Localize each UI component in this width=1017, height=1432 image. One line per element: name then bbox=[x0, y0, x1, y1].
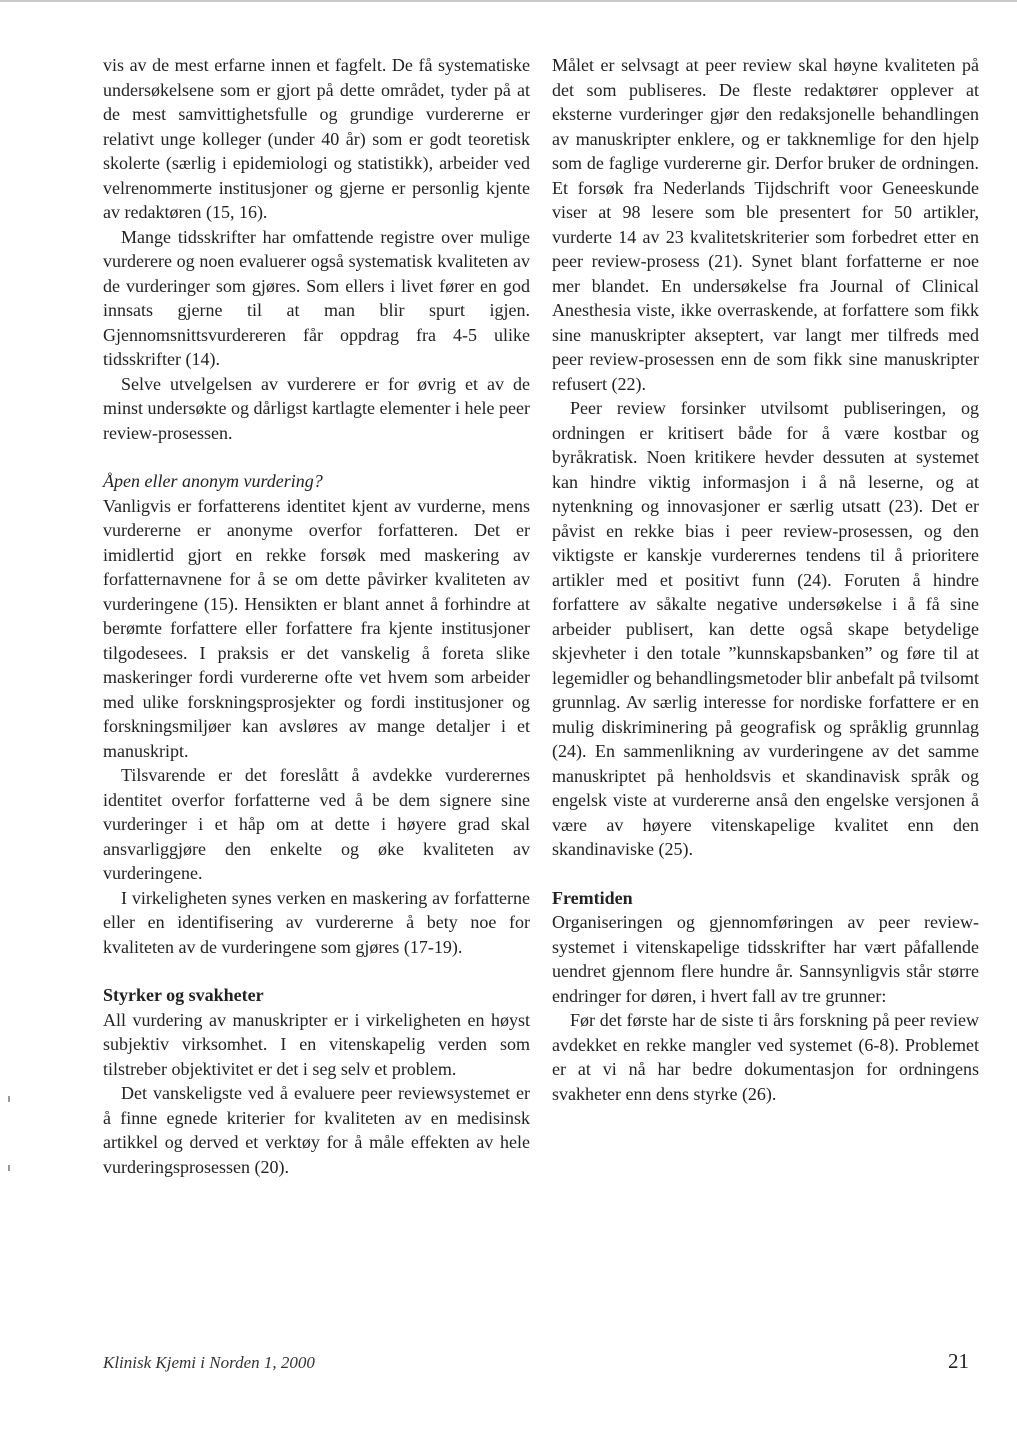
paragraph: Selve utvelgelsen av vurderere er for øvrig et av de minst undersøkte og dårligst kartlagte elementer i hele peer review-prosessen. bbox=[103, 373, 530, 443]
page-number: 21 bbox=[948, 1349, 969, 1373]
paragraph: Før det første har de siste ti års forskning på peer review avdekket en rekke mangler ved systemet (6-8). Problemet er at vi nå har bedre dokumentasjon for ordningens svakheter enn dens styrke (26). bbox=[552, 1010, 979, 1104]
paragraph: Tilsvarende er det foreslått å avdekke vurderernes identitet overfor forfatterne ved å be dem signere sine vurderinger i et håp om at dette i høyere grad skal ansvarliggjøre den enkelte og øke kvaliteten av vurderingene. bbox=[103, 765, 530, 883]
section-heading-future: Fremtiden bbox=[552, 887, 633, 908]
paragraph: All vurdering av manuskripter er i virkeligheten en høyst subjektiv virksomhet. I en vitenskapelig verden som tilstreber objektivitet er det i seg selv et problem. bbox=[103, 1009, 530, 1079]
paragraph: Peer review forsinker utvilsomt publiseringen, og ordningen er kritisert både for å være kostbar og byråkratisk. Noen kritikere hevder dessuten at systemet kan hindre viktig informasjon i å nå leserne, og at nytenkning og innovasjoner er særlig utsatt (23). Det er påvist en rekke bias i peer review-prosessen, og den viktigste er kanskje vurderernes tendens til å prioritere artikler med et positivt funn (24). Foruten å hindre forfattere av såkalte negative undersøkelse i å få sine arbeider publisert, kan dette også skape betydelige skjevheter i den totale ”kunnskapsbanken” og føre til at legemidler og behandlingsmetoder blir anbefalt på tvilsomt grunnlag. Av særlig interesse for nordiske forfattere er en mulig diskriminering på geografisk og språklig grunnlag (24). En sammenlikning av vurderingene av det samme manuskriptet på henholdsvis et skandinavisk språk og engelsk viste at vurdererne anså den engelske versjonen å være av høyere vitenskapelige kvalitet enn den skandinaviske (25). bbox=[552, 398, 979, 859]
paragraph: Målet er selvsagt at peer review skal høyne kvaliteten på det som publiseres. De fleste redaktører opplever at eksterne vurderinger gjør den redaksjonelle behandlingen av manuskripter enklere, og er takknemlige for den hjelp som de faglige vurdererne gir. Derfor bruker de ordningen. Et forsøk fra Nederlands Tijdschrift voor Geneeskunde viser at 98 lesere som ble presentert for 50 artikler, vurderte 14 av 23 kvalitetskriterier som forbedret etter en peer review-prosess (21). Synet blant forfatterne er noe mer blandet. En undersøkelse fra Journal of Clinical Anesthesia viste, ikke overraskende, at forfattere som fikk sine manuskripter akseptert, var langt mer tilfreds med peer review-prosessen enn de som fikk sine manuskripter refusert (22). bbox=[552, 55, 979, 394]
left-column bbox=[103, 53, 530, 1179]
section-heading-strengths-weaknesses: Styrker og svakheter bbox=[103, 985, 264, 1005]
paragraph: I virkeligheten synes verken en maskering av forfatterne eller en identifisering av vurdererne å bety noe for kvaliteten av de vurderingene som gjøres (17-19). bbox=[103, 887, 530, 957]
paragraph: Organiseringen og gjennomføringen av peer review-systemet i vitenskapelige tidsskrifter har vært påfallende uendret gjennom flere hundre år. Sannsynligvis står større endringer for døren, i hvert fall av tre grunner: bbox=[552, 912, 979, 1006]
journal-footer: Klinisk Kjemi i Norden 1, 2000 bbox=[103, 1353, 315, 1372]
section-heading-open-anonymous: Åpen eller anonym vurdering? bbox=[103, 471, 323, 491]
scan-top-edge bbox=[0, 0, 1017, 2]
paragraph: Mange tidsskrifter har omfattende registre over mulige vurderere og noen evaluerer også systematisk kvaliteten av de vurderinger som gjøres. Som ellers i livet fører en god innsats gjerne til at man blir spurt igjen. Gjennomsnittsvurdereren får oppdrag fra 4-5 ulike tidsskrifter (14). bbox=[103, 226, 530, 369]
paragraph: vis av de mest erfarne innen et fagfelt. De få systematiske undersøkelsene som er gjort på dette området, tyder på at de mest samvittighetsfulle og grundige vurdererne er relativt unge kolleger (under 40 år) som er godt teoretisk skolerte (særlig i epidemiologi og statistikk), arbeider ved velrenommerte institusjoner og gjerne er personlig kjente av redaktøren (15, 16). bbox=[103, 55, 530, 222]
margin-mark bbox=[8, 1096, 10, 1102]
right-column bbox=[552, 53, 979, 1106]
paragraph: Det vanskeligste ved å evaluere peer reviewsystemet er å finne egnede kriterier for kvaliteten av en medisinsk artikkel og derved et verktøy for å måle effekten av hele vurderingsprosessen (20). bbox=[103, 1083, 530, 1177]
margin-mark bbox=[8, 1165, 10, 1171]
paragraph: Vanligvis er forfatterens identitet kjent av vurderne, mens vurdererne er anonyme overfor forfatteren. Det er imidlertid gjort en rekke forsøk med maskering av forfatternavnene for å se om dette påvirker kvaliteten av vurderingene (15). Hensikten er blant annet å forhindre at berømte forfattere eller forfattere fra kjente institusjoner tilgodesees. I praksis er det vanskelig å foreta slike maskeringer fordi vurdererne ofte vet hvem som arbeider med ulike forskningsprosjekter og fordi institusjoner og forskningsmiljøer kan avsløres av mange detaljer i et manuskript. bbox=[103, 495, 530, 761]
